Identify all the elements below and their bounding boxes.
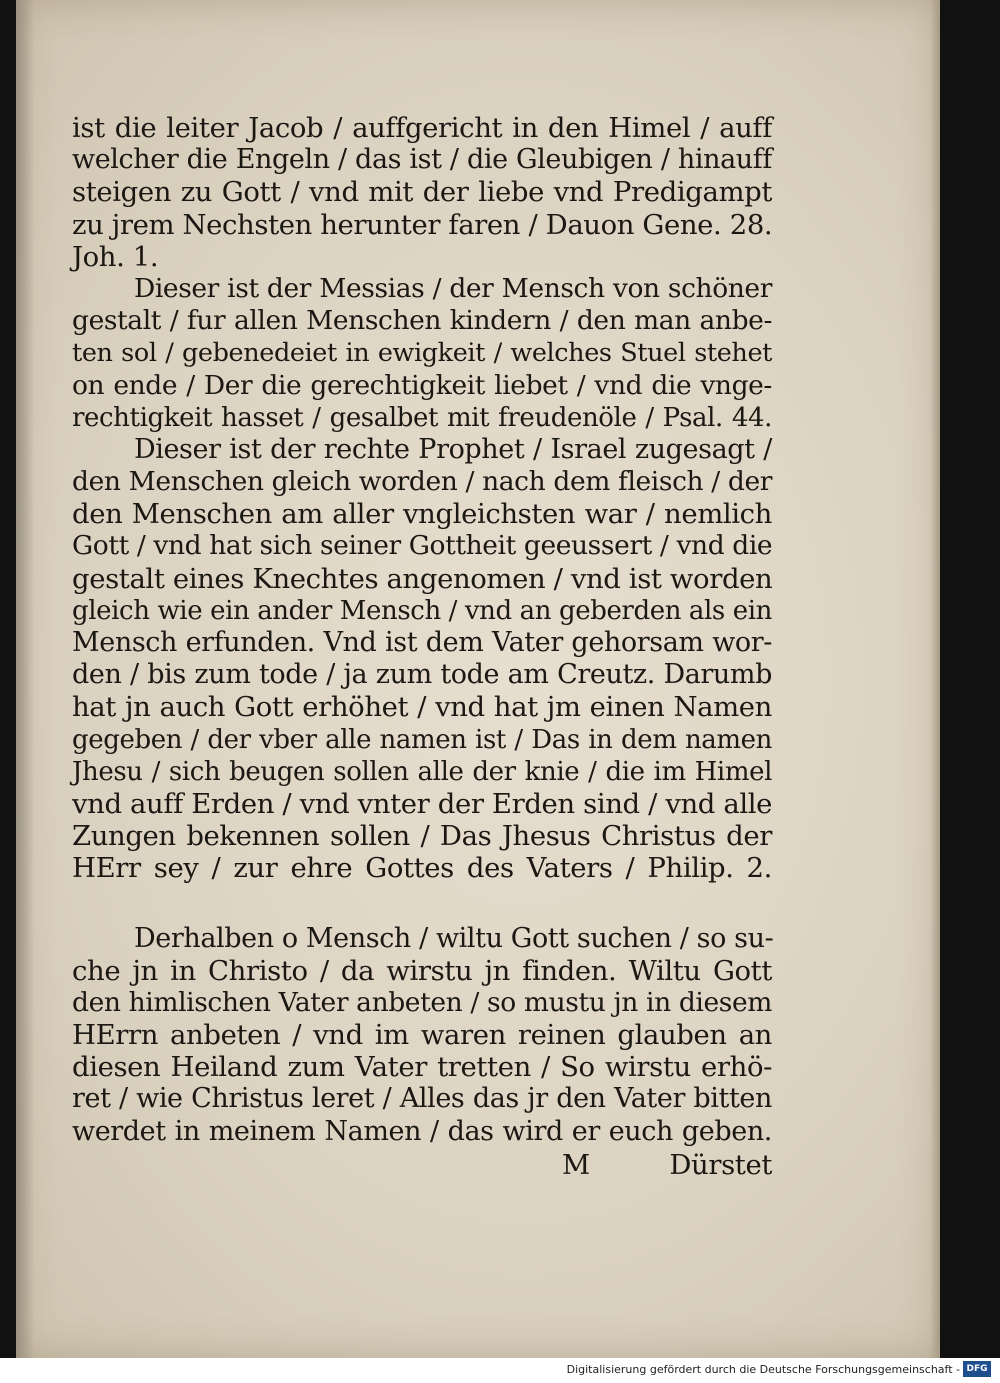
text-line: diesen Heiland zum Vater tretten / So wirstu erhö- — [72, 1051, 772, 1084]
dfg-logo: DFG — [963, 1361, 991, 1377]
text-line: ten sol / gebenedeiet in ewigkeit / welches Stuel stehet — [72, 338, 772, 369]
page-text — [72, 112, 772, 1182]
page-foot-line — [72, 1148, 772, 1182]
text-line: Dieser ist der Messias / der Mensch von schöner — [134, 272, 772, 304]
text-line: che jn in Christo / da wirstu jn finden. Wiltu Gott — [72, 954, 772, 987]
paragraph — [72, 273, 772, 434]
text-line: rechtigkeit hasset / gesalbet mit freudenöle / Psal. 44. — [72, 402, 772, 433]
text-line: HErr sey / zur ehre Gottes des Vaters / Philip. 2. — [72, 852, 772, 885]
catchword: Dürstet — [669, 1148, 772, 1181]
text-line: den / bis zum tode / ja zum tode am Creutz. Darumb — [72, 659, 772, 691]
text-line: gegeben / der vber alle namen ist / Das in dem namen — [72, 724, 772, 755]
text-line: Jhesu / sich beugen sollen alle der knie / die im Himel — [72, 756, 772, 787]
text-line: steigen zu Gott / vnd mit der liebe vnd Predigampt — [72, 176, 772, 209]
signature-mark: M — [562, 1148, 590, 1181]
text-line: welcher die Engeln / das ist / die Gleubigen / hinauff — [72, 144, 772, 176]
text-line: Gott / vnd hat sich seiner Gottheit geeussert / vnd die — [72, 530, 773, 562]
text-line: on ende / Der die gerechtigkeit liebet / vnd die vnge- — [72, 369, 772, 401]
page-edge-shadow — [930, 0, 940, 1358]
text-line: den Menschen gleich worden / nach dem fleisch / der — [72, 466, 772, 498]
text-line: Joh. 1. — [72, 240, 159, 273]
text-line: gestalt / fur allen Menschen kindern / den man anbe- — [72, 305, 772, 337]
text-line: werdet in meinem Namen / das wird er euch geben. — [72, 1115, 772, 1147]
text-line: ret / wie Christus leret / Alles das jr den Vater bitten — [72, 1083, 772, 1115]
text-line: ist die leiter Jacob / auffgericht in den Himel / auff — [72, 112, 772, 144]
text-line: zu jrem Nechsten herunter faren / Dauon Gene. 28. — [72, 208, 773, 241]
text-line: Mensch erfunden. Vnd ist dem Vater gehorsam wor- — [72, 627, 772, 658]
text-line: Zungen bekennen sollen / Das Jhesus Christus der — [72, 820, 772, 853]
paragraph — [72, 112, 772, 273]
text-line: den Menschen am aller vngleichsten war / nemlich — [72, 498, 772, 531]
text-line: vnd auff Erden / vnd vnter der Erden sind / vnd alle — [72, 787, 772, 820]
text-line: gleich wie ein ander Mensch / vnd an geberden als ein — [72, 595, 772, 626]
text-line: den himlischen Vater anbeten / so mustu jn in diesem — [72, 986, 772, 1018]
paragraph — [72, 434, 772, 885]
page-gutter-shadow — [16, 0, 34, 1358]
text-line: gestalt eines Knechtes angenomen / vnd ist worden — [72, 562, 773, 595]
text-line: hat jn auch Gott erhöhet / vnd hat jm einen Namen — [72, 691, 772, 724]
text-line: Derhalben o Mensch / wiltu Gott suchen / so su- — [134, 922, 774, 954]
funding-notice: Digitalisierung gefördert durch die Deutsche Forschungsgemeinschaft - — [566, 1363, 960, 1376]
text-line: HErrn anbeten / vnd im waren reinen glauben an — [72, 1019, 772, 1052]
text-line: Dieser ist der rechte Prophet / Israel zugesagt / — [134, 433, 772, 465]
paragraph — [72, 923, 772, 1148]
paragraph-gap — [72, 885, 772, 923]
